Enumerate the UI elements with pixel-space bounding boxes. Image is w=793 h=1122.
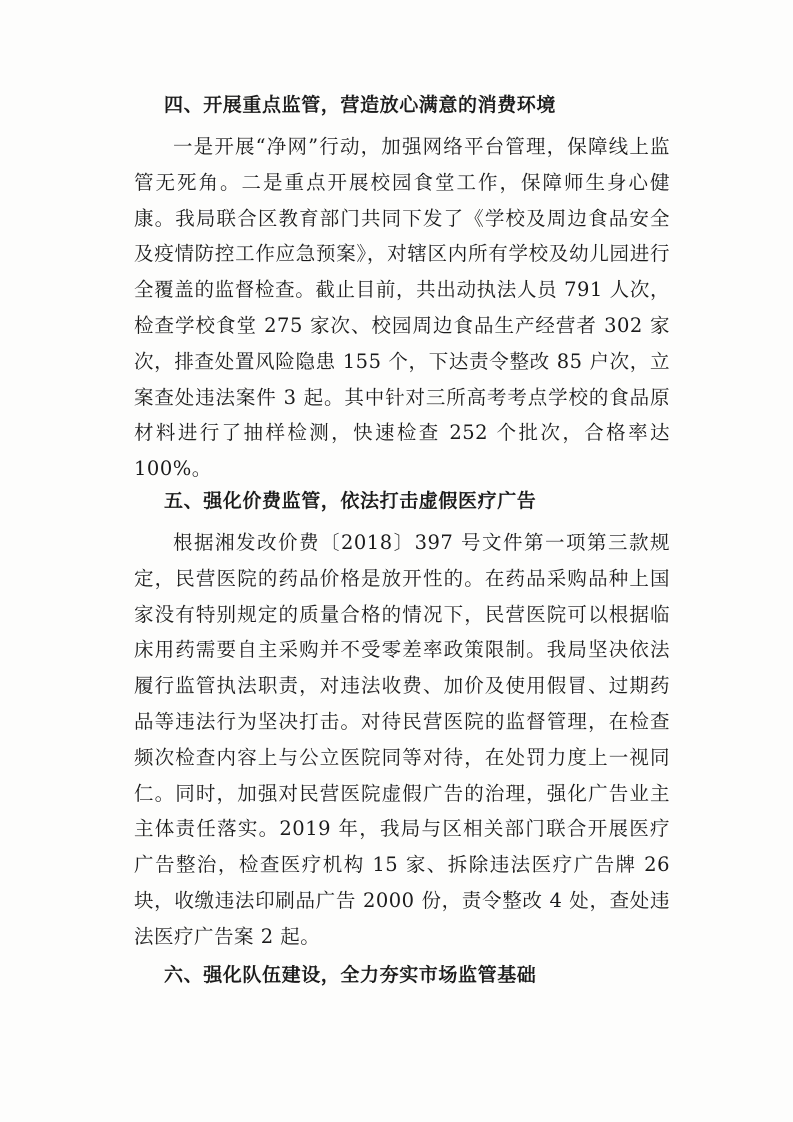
section-heading-4: 四、开展重点监管，营造放心满意的消费环境: [164, 94, 557, 116]
section-paragraph-5: 根据湘发改价费〔2018〕397 号文件第一项第三款规定，民营医院的药品价格是放开性的。在药品采购品种上国家没有特别规定的质量合格的情况下，民营医院可以根据临床用药需要自主采购并不受零差率政策限制。我局坚决依法履行监管执法职责，对违法收费、加价及使用假冒、过期药品等违法行为坚决打击。对待民营医院的监督管理，在检查频次检查内容上与公立医院同等对待，在处罚力度上一视同仁。同时，加强对民营医院虚假广告的治理，强化广告业主主体责任落实。2019 年，我局与区相关部门联合开展医疗广告整治，检查医疗机构 15 家、拆除违法医疗广告牌 26 块，收缴违法印刷品广告 2000 份，责令整改 4 处，查处违法医疗广告案 2 起。: [134, 530, 670, 948]
document-body: [134, 93, 670, 999]
section-paragraph-4: 一是开展“净网”行动，加强网络平台管理，保障线上监管无死角。二是重点开展校园食堂工作，保障师生身心健康。我局联合区教育部门共同下发了《学校及周边食品安全及疫情防控工作应急预案》，对辖区内所有学校及幼儿园进行全覆盖的监督检查。截止目前，共出动执法人员 791 人次，检查学校食堂 275 家次、校园周边食品生产经营者 302 家次，排查处置风险隐患 155 个，下达责令整改 85 户次，立案查处违法案件 3 起。其中针对三所高考考点学校的食品原材料进行了抽样检测，快速检查 252 个批次，合格率达 100%。: [134, 135, 670, 481]
section-heading-5: 五、强化价费监管，依法打击虚假医疗广告: [164, 489, 537, 512]
section-heading-6: 六、强化队伍建设，全力夯实市场监管基础: [164, 963, 537, 986]
